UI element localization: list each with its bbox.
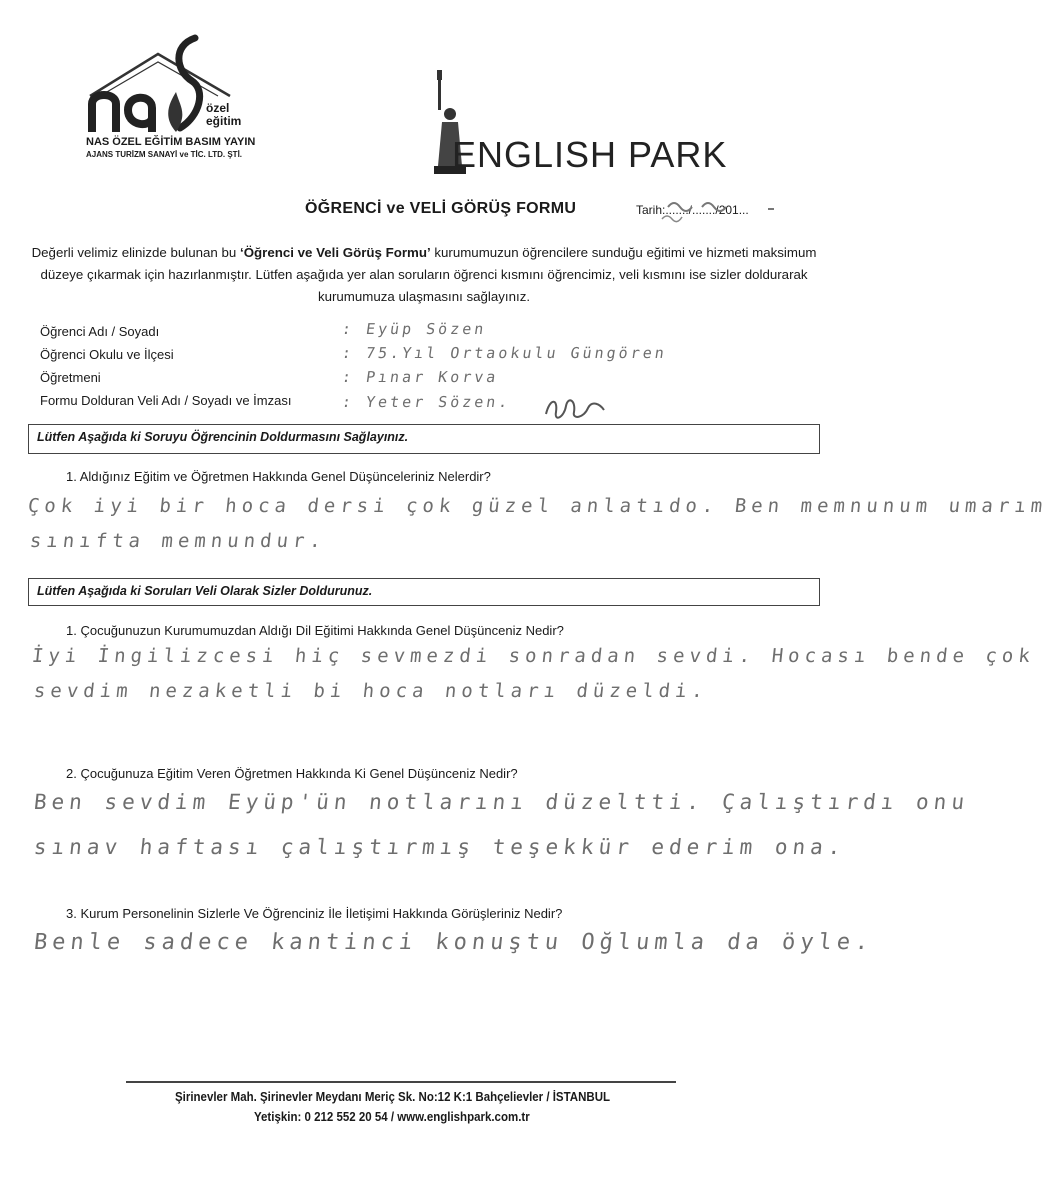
parent-question-1: 1. Çocuğunuzun Kurumumuzdan Aldığı Dil Eğitimi Hakkında Genel Düşünceniz Nedir? [66, 623, 564, 638]
parent-answer-3-line-1: Benle sadece kantinci konuştu Oğlumla da öyle. [32, 930, 875, 955]
student-school-label: Öğrenci Okulu ve İlçesi [40, 347, 174, 362]
student-school-value: : 75.Yıl Ortaokulu Güngören [340, 344, 669, 362]
parent-signature [540, 394, 610, 424]
footer-contact: Yetişkin: 0 212 552 20 54 / www.englishpark.com.tr [254, 1110, 530, 1124]
student-section-box [28, 424, 820, 454]
student-answer-line-2: sınıfta memnundur. [28, 530, 328, 552]
teacher-label: Öğretmeni [40, 370, 101, 385]
footer-divider [126, 1081, 676, 1083]
student-section-heading: Lütfen Aşağıda ki Soruyu Öğrencinin Doldurmasını Sağlayınız. [37, 430, 409, 444]
parent-answer-1-line-2: sevdim nezaketli bi hoca notları düzeldi. [32, 680, 710, 702]
nas-egitim-word: eğitim [206, 114, 242, 128]
intro-paragraph [28, 242, 820, 308]
parent-answer-2-line-1: Ben sevdim Eyüp'ün notlarını düzeltti. Çalıştırdı onu [32, 790, 971, 814]
nas-ozel-word: özel [206, 101, 230, 115]
nas-logo-icon [80, 36, 280, 136]
student-answer-line-1: Çok iyi bir hoca dersi çok güzel anlatıdo. Ben memnunum umarım [26, 495, 1048, 517]
parent-name-value: : Yeter Sözen. [340, 393, 512, 411]
teacher-value: : Pınar Korva [340, 368, 500, 386]
english-park-logo [430, 70, 780, 180]
nas-logo [80, 36, 280, 186]
nas-ozel-text [206, 102, 241, 128]
parent-name-label: Formu Dolduran Veli Adı / Soyadı ve İmzası [40, 393, 292, 408]
parent-section-box [28, 578, 820, 606]
parent-answer-1-line-1: İyi İngilizcesi hiç sevmezdi sonradan sevdi. Hocası bende çok [30, 645, 1036, 667]
parent-question-3: 3. Kurum Personelinin Sizlerle Ve Öğrenciniz İle İletişimi Hakkında Görüşleriniz Nedir? [66, 906, 563, 921]
student-name-value: : Eyüp Sözen [340, 320, 488, 338]
intro-text-1: Değerli velimiz elinizde bulunan bu [31, 245, 240, 260]
parent-question-2: 2. Çocuğunuza Eğitim Veren Öğretmen Hakkında Ki Genel Düşünceniz Nedir? [66, 766, 518, 781]
student-question-1: 1. Aldığınız Eğitim ve Öğretmen Hakkında Genel Düşünceleriniz Nelerdir? [66, 469, 491, 484]
intro-form-name: ‘Öğrenci ve Veli Görüş Formu’ [240, 245, 431, 260]
nas-company-line1: NAS ÖZEL EĞİTİM BASIM YAYIN [86, 136, 256, 148]
date-handwriting-scribble [660, 195, 780, 225]
english-park-wordmark: ENGLISH PARK [452, 134, 728, 175]
parent-section-heading: Lütfen Aşağıda ki Soruları Veli Olarak Sizler Doldurunuz. [37, 584, 373, 598]
date-field: Tarih:......./......./201... [636, 203, 749, 217]
nas-company-line2: AJANS TURİZM SANAYİ ve TİC. LTD. ŞTİ. [86, 150, 243, 159]
intro-text-2: kurumumuzun öğrencilere sunduğu eğitimi ve hizmeti maksimum düzeye çıkarmak için hazırlanmıştır. Lütfen aşağıda yer alan soruların öğrenci kısmını öğrencimiz, veli kısmını ise sizler doldurarak kurumumuza ulaşmasını sağlayınız. [40, 245, 817, 304]
student-name-label: Öğrenci Adı / Soyadı [40, 324, 160, 339]
footer-address: Şirinevler Mah. Şirinevler Meydanı Meriç Sk. No:12 K:1 Bahçelievler / İSTANBUL [175, 1090, 611, 1104]
parent-answer-2-line-2: sınav haftası çalıştırmış teşekkür ederim ona. [32, 835, 847, 859]
form-title: ÖĞRENCİ ve VELİ GÖRÜŞ FORMU [305, 200, 577, 217]
